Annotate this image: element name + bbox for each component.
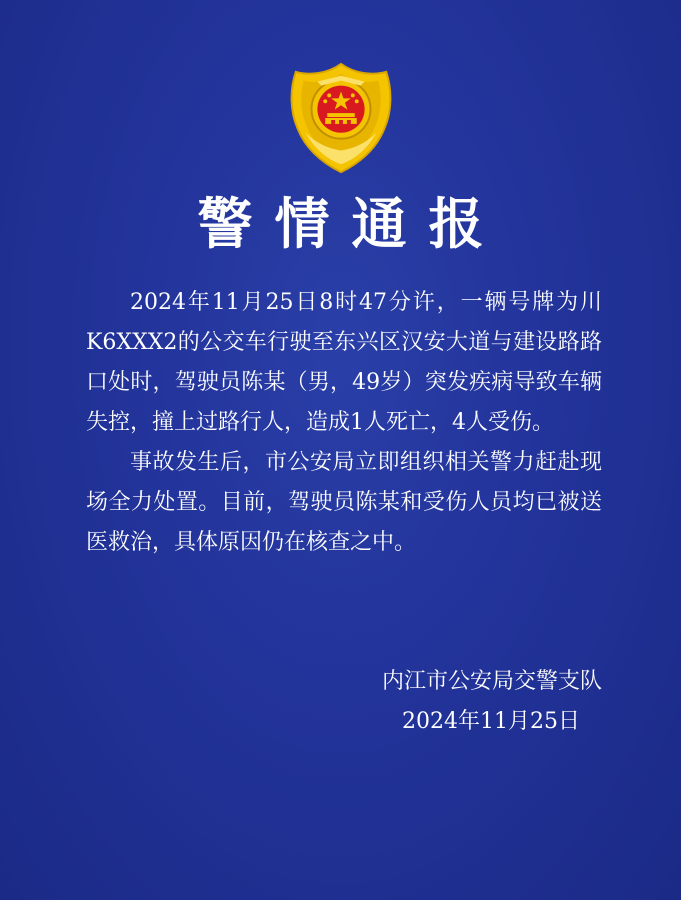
signature-block (340, 662, 602, 742)
page-title: 警情通报 (197, 192, 506, 256)
notice-paragraph-2: 事故发生后，市公安局立即组织相关警力赶赴现场全力处置。目前，驾驶员陈某和受伤人员均已被送医救治，具体原因仍在核查之中。 (86, 450, 602, 555)
notice-body (86, 283, 602, 563)
issuer-name: 内江市公安局交警支队 (381, 669, 602, 694)
police-badge-icon (282, 60, 400, 178)
notice-paragraph-1: 2024年11月25日8时47分许，一辆号牌为川K6XXX2的公交车行驶至东兴区汉安大道与建设路路口处时，驾驶员陈某（男，49岁）突发疾病导致车辆失控，撞上过路行人，造成1人死亡，4人受伤。 (86, 290, 602, 435)
issue-date: 2024年11月25日 (402, 709, 580, 734)
